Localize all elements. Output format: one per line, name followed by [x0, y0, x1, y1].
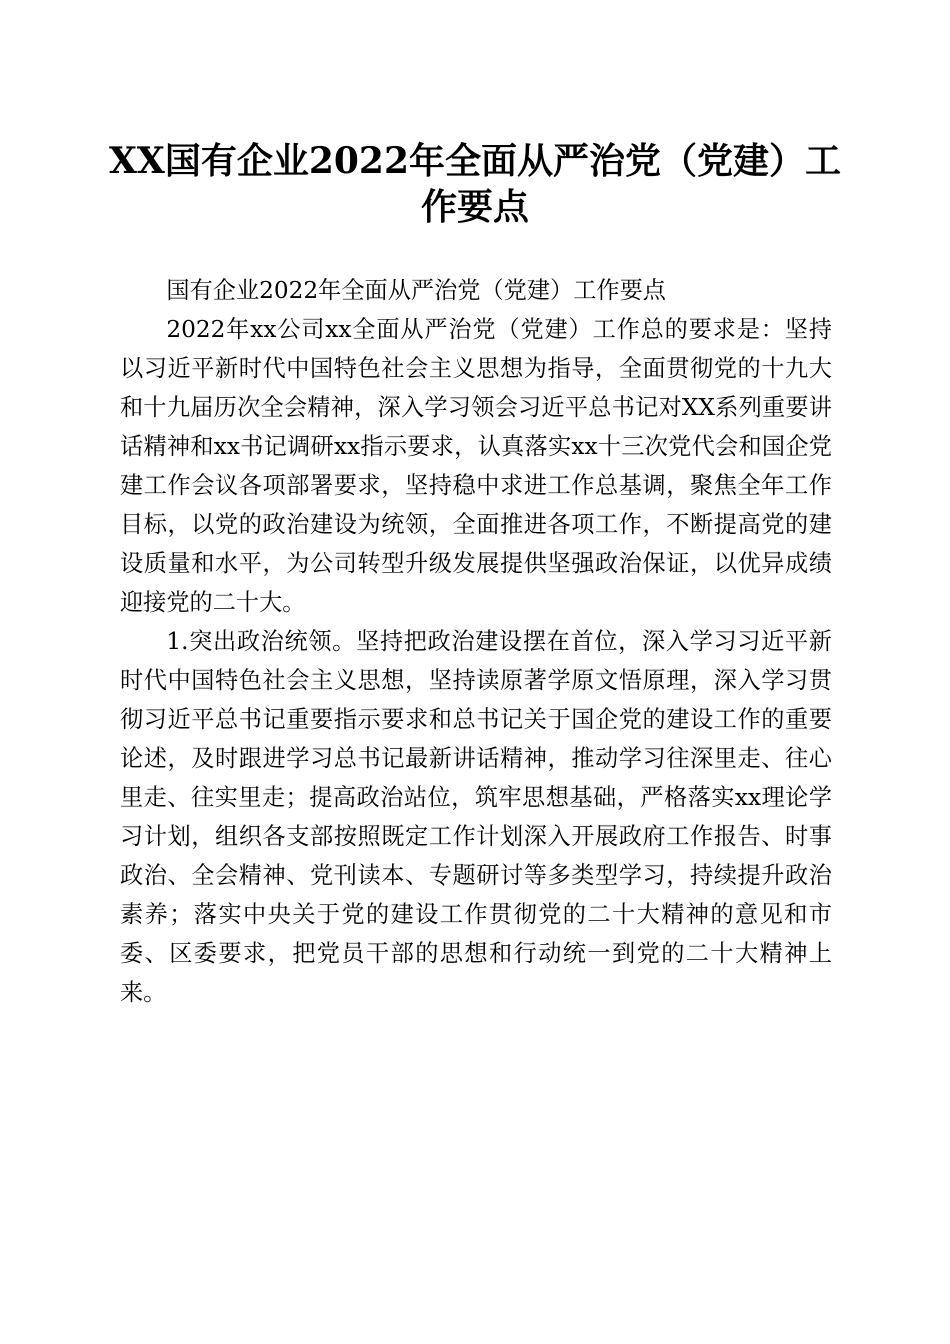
body-paragraph: 1.突出政治统领。坚持把政治建设摆在首位，深入学习习近平新时代中国特色社会主义思想，坚持读原著学原文悟原理，深入学习贯彻习近平总书记重要指示要求和总书记关于国企党的建设工作的重要论述，及时跟进学习总书记最新讲话精神，推动学习往深里走、往心里走、往实里走；提高政治站位，筑牢思想基础，严格落实xx理论学习计划，组织各支部按照既定工作计划深入开展政府工作报告、时事政治、全会精神、党刊读本、专题研讨等多类型学习，持续提升政治素养；落实中央关于党的建设工作贯彻党的二十大精神的意见和市委、区委要求，把党员干部的思想和行动统一到党的二十大精神上来。	[120, 628, 832, 1006]
document-title: XX国有企业2022年全面从严治党（党建）工作要点	[108, 140, 842, 228]
subtitle-paragraph: 国有企业2022年全面从严治党（党建）工作要点	[166, 277, 666, 304]
body-paragraph: 2022年xx公司xx全面从严治党（党建）工作总的要求是：坚持以习近平新时代中国特色社会主义思想为指导，全面贯彻党的十九大和十九届历次全会精神，深入学习领会习近平总书记对XX系列重要讲话精神和xx书记调研xx指示要求，认真落实xx十三次党代会和国企党建工作会议各项部署要求，坚持稳中求进工作总基调，聚焦全年工作目标，以党的政治建设为统领，全面推进各项工作，不断提高党的建设质量和水平，为公司转型升级发展提供坚强政治保证，以优异成绩迎接党的二十大。	[120, 316, 832, 616]
document-body	[120, 271, 832, 1012]
